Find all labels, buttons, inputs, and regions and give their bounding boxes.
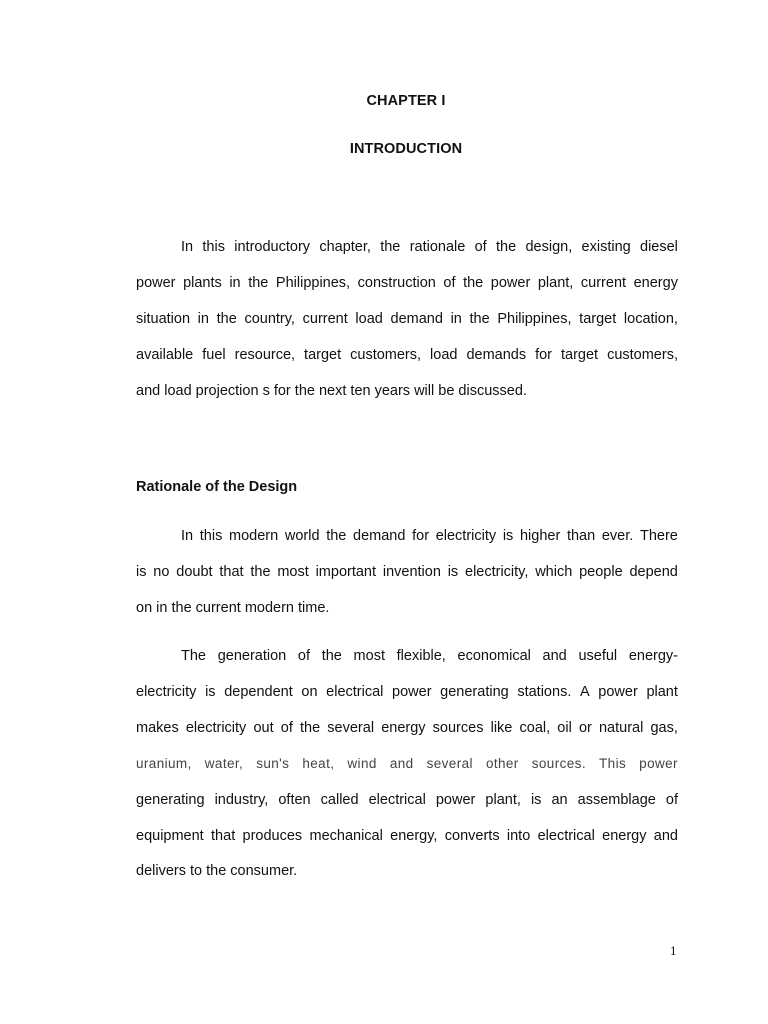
word: power [136, 275, 176, 291]
word: that [219, 564, 244, 580]
word: diesel [640, 239, 678, 255]
word: country, [244, 311, 295, 327]
paragraph-line [136, 755, 678, 773]
word: for [535, 347, 552, 363]
word: electricity [185, 720, 247, 736]
word: electrical [326, 684, 384, 700]
word: available [136, 347, 194, 363]
word: produces [242, 828, 303, 844]
word: the [463, 275, 484, 291]
word: target [304, 347, 342, 363]
word: the [250, 564, 271, 580]
word: energy- [628, 648, 678, 664]
word: an [551, 792, 568, 808]
word: the [248, 275, 269, 291]
intro-line [181, 238, 678, 256]
chapter-title: INTRODUCTION [349, 141, 463, 157]
word: In [181, 528, 194, 544]
word: current [302, 311, 348, 327]
word: electrical [537, 828, 595, 844]
word: The [181, 648, 206, 664]
word: demands [466, 347, 527, 363]
word: power [392, 684, 432, 700]
word: equipment [136, 828, 204, 844]
word: out [253, 720, 274, 736]
word: in [229, 275, 241, 291]
word: this [199, 528, 223, 544]
word: most [277, 564, 309, 580]
word: target [579, 311, 617, 327]
word: the [380, 239, 401, 255]
intro-line: and load projection s for the next ten years will be discussed. [136, 383, 527, 399]
word: power [490, 275, 531, 291]
word: oil [557, 720, 572, 736]
word: world [284, 528, 320, 544]
word: coal, [519, 720, 551, 736]
word: In [181, 239, 194, 255]
word: is [447, 564, 459, 580]
word: important [315, 564, 377, 580]
word: the [326, 528, 347, 544]
word: existing [581, 239, 631, 255]
word: modern [229, 528, 279, 544]
word: of [665, 792, 678, 808]
paragraph-line [136, 719, 678, 737]
word: plant [646, 684, 678, 700]
word: assemblage [577, 792, 656, 808]
word: mechanical [309, 828, 383, 844]
word: This [599, 756, 627, 771]
word: the [496, 239, 517, 255]
word: electricity, [465, 564, 529, 580]
word: and [653, 828, 678, 844]
word: depend [629, 564, 678, 580]
paragraph-line: on in the current modern time. [136, 600, 330, 616]
word: called [320, 792, 359, 808]
word: customers, [607, 347, 678, 363]
word: converts [444, 828, 500, 844]
intro-line [136, 274, 678, 292]
word: is [502, 528, 514, 544]
word: target [560, 347, 599, 363]
word: than [566, 528, 596, 544]
word: industry, [214, 792, 269, 808]
section-heading: Rationale of the Design [136, 479, 298, 495]
word: and [542, 648, 567, 664]
word: of [280, 720, 293, 736]
paragraph-line [181, 647, 678, 665]
word: which [535, 564, 573, 580]
word: power [598, 684, 638, 700]
word: the [299, 720, 321, 736]
word: on [301, 684, 318, 700]
word: energy [381, 720, 426, 736]
word: sources. [531, 756, 586, 771]
word: people [579, 564, 623, 580]
word: customers, [350, 347, 422, 363]
word: or [578, 720, 592, 736]
word: natural [598, 720, 644, 736]
word: design, [525, 239, 573, 255]
word: makes [136, 720, 179, 736]
word: generating [136, 792, 205, 808]
word: demand [390, 311, 443, 327]
word: plants [183, 275, 222, 291]
word: is [136, 564, 147, 580]
word: load [355, 311, 383, 327]
word: the [216, 311, 237, 327]
word: is [205, 684, 216, 700]
word: like [490, 720, 513, 736]
word: electricity [435, 528, 497, 544]
word: of [297, 648, 310, 664]
word: most [353, 648, 385, 664]
word: for [412, 528, 430, 544]
word: is [530, 792, 542, 808]
word: construction [357, 275, 436, 291]
word: wind [347, 756, 377, 771]
word: electrical [368, 792, 426, 808]
word: this [202, 239, 225, 255]
word: There [639, 528, 678, 544]
word: situation [136, 311, 191, 327]
paragraph-line: delivers to the consumer. [136, 863, 298, 879]
word: generation [217, 648, 287, 664]
word: that [211, 828, 236, 844]
word: rationale [409, 239, 466, 255]
word: A [579, 684, 590, 700]
word: the [469, 311, 490, 327]
word: dependent [224, 684, 293, 700]
word: gas, [650, 720, 678, 736]
word: flexible, [396, 648, 446, 664]
word: electricity [136, 684, 197, 700]
word: doubt [176, 564, 213, 580]
word: several [426, 756, 473, 771]
word: energy, [390, 828, 438, 844]
word: of [443, 275, 456, 291]
word: current [580, 275, 627, 291]
word: plant, [485, 792, 521, 808]
paragraph-line [136, 683, 678, 701]
page-number: 1 [670, 943, 677, 958]
word: fuel [202, 347, 226, 363]
word: ever. [601, 528, 634, 544]
word: in [450, 311, 462, 327]
paragraph-line [136, 563, 678, 581]
chapter-label: CHAPTER I [366, 93, 446, 109]
word: Philippines, [497, 311, 572, 327]
word: energy [602, 828, 647, 844]
word: uranium, [136, 756, 192, 771]
word: of [474, 239, 487, 255]
word: other [485, 756, 519, 771]
word: in [197, 311, 209, 327]
word: useful [578, 648, 618, 664]
word: generating [440, 684, 509, 700]
word: resource, [234, 347, 296, 363]
word: often [278, 792, 311, 808]
paragraph-line [136, 827, 678, 845]
word: load [430, 347, 458, 363]
intro-line [136, 310, 678, 328]
paragraph-line [181, 527, 678, 545]
word: water, [204, 756, 244, 771]
word: introductory [234, 239, 311, 255]
word: chapter, [319, 239, 371, 255]
word: energy [633, 275, 678, 291]
word: sources [432, 720, 484, 736]
word: demand [353, 528, 406, 544]
word: and [389, 756, 414, 771]
word: economical [457, 648, 531, 664]
word: higher [519, 528, 561, 544]
word: invention [382, 564, 441, 580]
intro-line [136, 346, 678, 364]
paragraph-line [136, 791, 678, 809]
word: stations. [517, 684, 572, 700]
word: the [321, 648, 342, 664]
word: into [506, 828, 531, 844]
word: plant, [537, 275, 574, 291]
word: Philippines, [275, 275, 351, 291]
word: heat, [302, 756, 335, 771]
word: several [327, 720, 375, 736]
word: power [435, 792, 476, 808]
word: sun's [256, 756, 290, 771]
word: location, [623, 311, 678, 327]
word: no [153, 564, 170, 580]
word: power [639, 756, 678, 771]
